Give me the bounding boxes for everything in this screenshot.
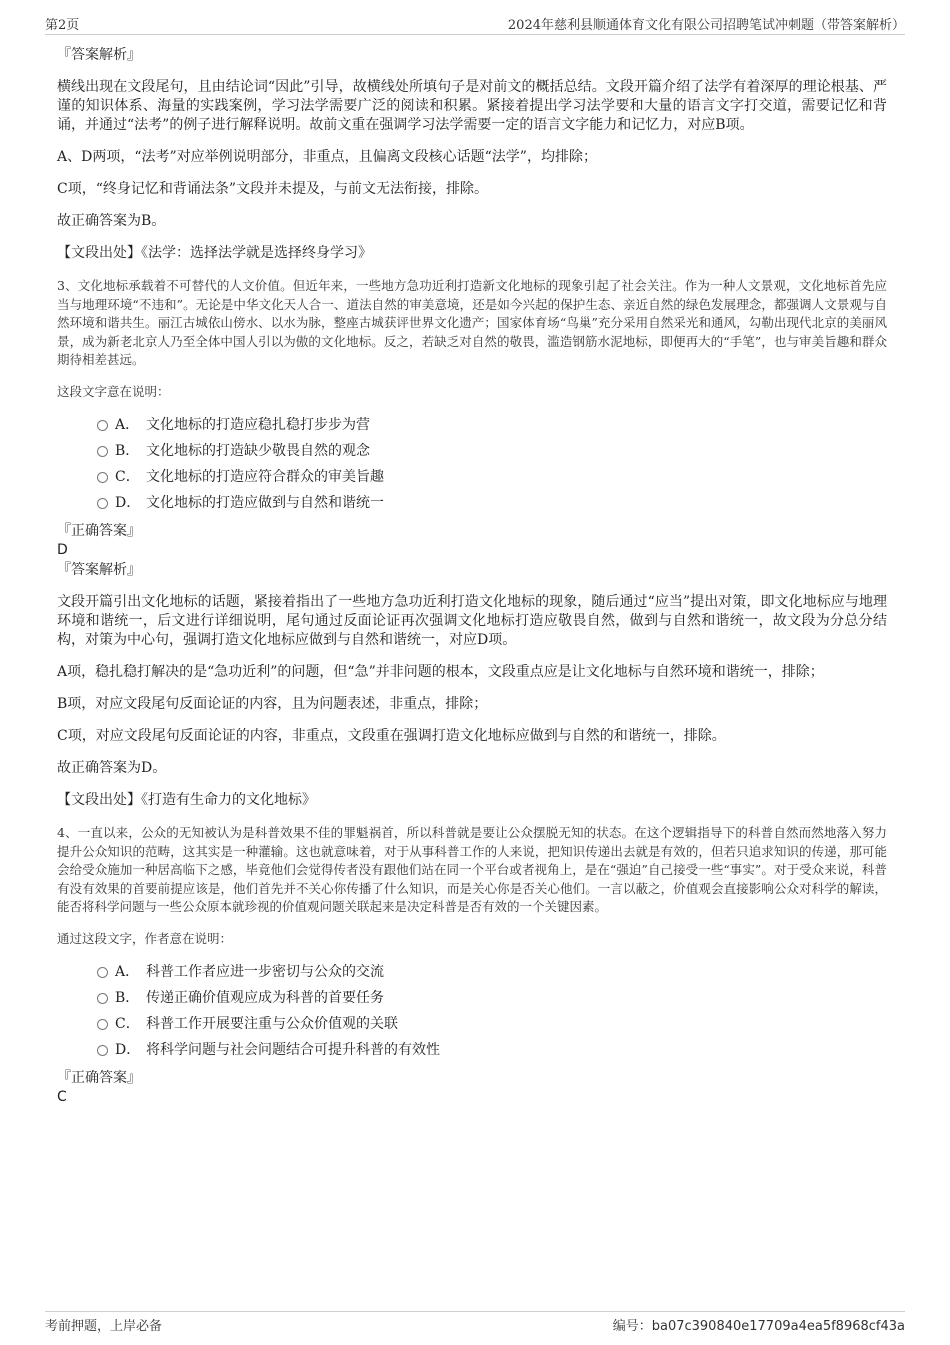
question-3-analysis-label: 『答案解析』 [57,562,141,578]
footer-slogan: 考前押题，上岸必备 [45,1319,163,1334]
question-3-option-d[interactable]: D． 文化地标的打造应做到与自然和谐统一 [57,490,887,516]
radio-icon[interactable] [97,993,108,1004]
question-3-option-b[interactable]: B． 文化地标的打造缺少敬畏自然的观念 [57,438,887,464]
page-number: 第2页 [45,18,80,33]
analysis-note-ad: A、D两项，“法考”对应举例说明部分，非重点，且偏离文段核心话题“法学”，均排除； [57,149,597,165]
question-3-options [57,412,887,516]
page-content [57,46,887,1106]
radio-icon[interactable] [97,446,108,457]
question-4-option-c[interactable]: C． 科普工作开展要注重与公众价值观的关联 [57,1011,887,1037]
question-3-analysis-text: 文段开篇引出文化地标的话题，紧接着指出了一些地方急功近利打造文化地标的现象，随后通过“应当”提出对策，即文化地标应与地理环境和谐统一，后文进行详细说明，尾句通过反面论证再次强调文化地标打造应敬畏自然，做到与自然和谐统一，故文段为分总分结构，对策为中心句，强调打造文化地标应做到与自然和谐统一，对应D项。 [57,594,887,648]
serial-number [613,1315,905,1334]
question-4-correct-label: 『正确答案』 [57,1070,141,1086]
question-3-option-a[interactable]: A． 文化地标的打造应稳扎稳打步步为营 [57,412,887,438]
radio-icon[interactable] [97,498,108,509]
question-4-option-b[interactable]: B． 传递正确价值观应成为科普的首要任务 [57,985,887,1011]
question-3-note-a: A项，稳扎稳打解决的是“急功近利”的问题，但“急”并非问题的根本，文段重点应是让文化地标与自然环境和谐统一，排除； [57,664,824,680]
radio-icon[interactable] [97,472,108,483]
page-header [45,12,905,35]
analysis-note-c: C项，“终身记忆和背诵法条”文段并未提及，与前文无法衔接，排除。 [57,181,489,197]
analysis-conclusion: 故正确答案为B。 [57,213,166,229]
document-title: 2024年慈利县顺通体育文化有限公司招聘笔试冲刺题（带答案解析） [507,18,905,33]
radio-icon[interactable] [97,1019,108,1030]
question-4-prompt: 通过这段文字，作者意在说明： [57,930,233,946]
question-3-option-c[interactable]: C． 文化地标的打造应符合群众的审美旨趣 [57,464,887,490]
serial-label: 编号： [612,1319,652,1334]
question-3-correct-answer: D [57,542,68,558]
question-3-note-b: B项，对应文段尾句反面论证的内容，且为问题表述，非重点，排除； [57,696,488,712]
question-3-stem: 3、文化地标承载着不可替代的人文价值。但近年来，一些地方急功近利打造新文化地标的现象引起了社会关注。作为一种人文景观，文化地标首先应当与地理环境“不违和”。无论是中华文化天人合一、道法自然的审美意境，还是如今兴起的保护生态、亲近自然的绿色发展理念，都强调人文景观与自然环境和谐共生。丽江古城依山傍水、以水为脉，整座古城获评世界文化遗产；国家体育场“鸟巢”充分采用自然采光和通风，勾勒出现代北京的美丽风景，成为新老北京人乃至全体中国人引以为傲的文化地标。反之，若缺乏对自然的敬畏，滥造钢筋水泥地标，即便再大的“手笔”，也与审美旨趣和群众期待相差甚远。 [57,278,887,367]
question-4-stem: 4、一直以来，公众的无知被认为是科普效果不佳的罪魁祸首，所以科普就是要让公众摆脱无知的状态。在这个逻辑指导下的科普自然而然地落入努力提升公众知识的范畴，这其实是一种灌输。这也就意味着，对于从事科普工作的人来说，把知识传递出去就是有效的，但若只追求知识的传递，那可能会给受众施加一种居高临下之感，毕竟他们会觉得传者没有跟他们站在同一个平台或者视角上，是在“强迫”自己接受一些“事实”。对于受众来说，科普有没有效果的首要前提应该是，他们首先并不关心你传播了什么知识，而是关心你是否关心他们。一言以蔽之，价值观会直接影响公众对科学的解读，能否将科学问题与一些公众原本就珍视的价值观问题关联起来是决定科普是否有效的一个关键因素。 [57,825,887,914]
question-3-conclusion: 故正确答案为D。 [57,760,167,776]
page-footer [45,1311,905,1334]
question-4-option-d[interactable]: D． 将科学问题与社会问题结合可提升科普的有效性 [57,1037,887,1063]
question-3-source: 【文段出处】《打造有生命力的文化地标》 [57,792,316,808]
radio-icon[interactable] [97,967,108,978]
radio-icon[interactable] [97,420,108,431]
passage-source: 【文段出处】《法学：选择法学就是选择终身学习》 [57,245,372,261]
question-3-note-c: C项，对应文段尾句反面论证的内容，非重点，文段重在强调打造文化地标应做到与自然的和谐统一，排除。 [57,728,726,744]
question-3-correct-label: 『正确答案』 [57,523,141,539]
question-4-correct-answer: C [57,1089,67,1105]
analysis-text: 横线出现在文段尾句，且由结论词“因此”引导，故横线处所填句子是对前文的概括总结。文段开篇介绍了法学有着深厚的理论根基、严谨的知识体系、海量的实践案例，学习法学需要广泛的阅读和积累。紧接着提出学习法学要和大量的语言文字打交道，需要记忆和背诵，并通过“法考”的例子进行解释说明。故前文重在强调学习法学需要一定的语言文字能力和记忆力，对应B项。 [57,79,887,133]
analysis-label: 『答案解析』 [57,47,141,63]
question-4-options [57,959,887,1063]
serial-value: ba07c390840e17709a4ea5f8968cf43a [651,1319,905,1334]
radio-icon[interactable] [97,1045,108,1056]
question-3-prompt: 这段文字意在说明： [57,383,170,399]
question-4-option-a[interactable]: A． 科普工作者应进一步密切与公众的交流 [57,959,887,985]
